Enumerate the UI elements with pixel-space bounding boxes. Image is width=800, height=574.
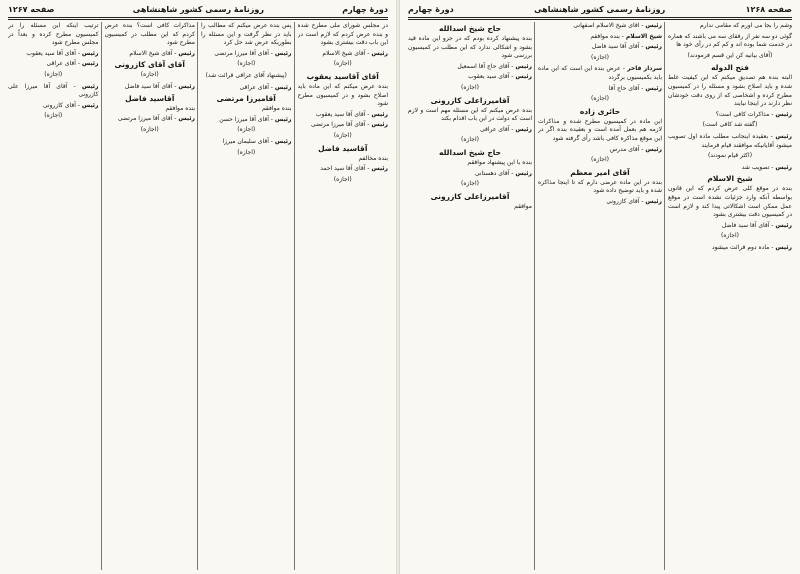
parenthetical-note: (اجازه) — [333, 131, 352, 139]
speaker-label: رئیس — [81, 60, 99, 68]
speaker-text: آقای شیخ الاسلام اصفهانی — [573, 22, 640, 29]
right-page-column — [408, 22, 535, 570]
speaker-separator: - — [619, 32, 626, 40]
speaker-paragraph — [408, 126, 532, 135]
right-page-header — [408, 3, 792, 16]
speaker-text: بنده موافقم — [590, 32, 620, 40]
speaker-text: آقای عراقی — [479, 125, 510, 133]
speaker-label: رئیس — [81, 49, 99, 57]
speaker-text: ماده دوم قرائت میشود — [711, 243, 770, 251]
speaker-heading: حاج شیخ اسدالله — [439, 24, 501, 33]
speaker-label: رئیس — [371, 110, 388, 118]
speaker-paragraph — [408, 73, 532, 82]
speaker-text: عرض بنده این است که این ماده باید بکمیسیون برگردد — [538, 65, 662, 81]
speaker-separator: - — [75, 101, 82, 109]
speaker-text: آقای شیخ الاسلام — [129, 49, 173, 57]
speaker-text: آقای آقا میرزا مرتضی — [214, 49, 269, 57]
speaker-label: رئیس — [645, 22, 662, 29]
speaker-paragraph — [538, 198, 662, 207]
body-paragraph: مذاکرات کافی است؟ بنده عرض کردم که این مطلب در کمیسیون مطرح شود — [104, 22, 195, 47]
parenthetical-note: (اجازه) — [461, 136, 479, 144]
speaker-paragraph — [538, 85, 662, 94]
speaker-separator: - — [769, 221, 776, 229]
parenthetical-note: (اجازه) — [333, 175, 352, 183]
body-paragraph: بنده در موقع کلی عرض کردم که این قانون بواسطه آنکه وارد جزئیات نشده است در موقع عمل ممکن است اشکالاتی پیدا کند و لازم است در کمیسیون دقت بیشتری بشود — [668, 185, 792, 219]
speaker-label: رئیس — [515, 62, 532, 70]
speaker-heading: آقای آقاسید یعقوب — [306, 71, 379, 81]
speaker-separator: - — [67, 82, 82, 90]
speaker-label: رئیس — [775, 110, 792, 118]
parenthetical-note: (اجازه) — [140, 125, 159, 133]
right-columns — [408, 22, 792, 570]
left-gazette-title: روزنامهٔ رسمی کشور شاهنشاهی — [132, 5, 264, 14]
speaker-separator: - — [365, 110, 372, 118]
speaker-text: آقای شیخ الاسلام — [322, 49, 366, 57]
speaker-separator: - — [268, 115, 275, 123]
speaker-heading: شیخ الاسلام — [707, 174, 753, 184]
left-columns — [8, 22, 388, 570]
parenthetical-note: (اجازه) — [237, 60, 256, 68]
parenthetical-note: (اجازه) — [591, 156, 609, 164]
speaker-separator: - — [639, 22, 646, 29]
speaker-separator: - — [509, 62, 516, 70]
speaker-text: آقای دهستانی — [474, 169, 510, 177]
speaker-paragraph — [298, 111, 389, 120]
speaker-text: آقای آقا میرزا مرتضی — [310, 121, 366, 129]
speaker-text: آقای آقا سید فاضل — [591, 43, 640, 51]
speaker-paragraph — [105, 83, 196, 92]
speaker-label: رئیس — [515, 169, 532, 177]
speaker-separator: - — [620, 65, 628, 73]
parenthetical-note: (اجازه) — [237, 148, 256, 156]
body-paragraph: این ماده در کمیسیون مطرح شده و مذاکرات لازمه هم بعمل آمده است و بعقیده بنده اگر در این موقع مذاکره کافی باشد رأی گرفته شود — [538, 117, 662, 142]
speaker-label: رئیس — [775, 243, 792, 251]
speaker-separator: - — [365, 165, 372, 173]
speaker-paragraph — [668, 111, 792, 120]
body-paragraph: بنده موافقم — [261, 105, 292, 113]
speaker-label: رئیس — [274, 49, 292, 57]
parenthetical-note: (پیشنهاد آقای عراقی قرائت شد) — [205, 71, 287, 79]
body-paragraph: البته بنده هم تصدیق میکنم که این کیفیت غلط شده و باید اصلاح بشود و مسئله را در کمیسیون مطرح کرده و اشخاصی که از روی دقت خودشان نظر دارند در اینجا نیایند — [668, 74, 792, 108]
speaker-label: رئیس — [645, 145, 662, 153]
speaker-label: رئیس — [645, 84, 662, 92]
speaker-paragraph — [538, 43, 662, 52]
parenthetical-note: (اجازه) — [461, 83, 479, 91]
speaker-text: آقای کازرونی — [42, 101, 76, 109]
right-gazette-title: روزنامهٔ رسمی کشور شاهنشاهی — [534, 5, 666, 14]
speaker-paragraph — [105, 115, 196, 124]
speaker-label: رئیس — [515, 125, 532, 133]
left-page-number: صفحه ۱۲۶۷ — [8, 5, 55, 14]
speaker-heading: آقاسید فاضل — [318, 143, 368, 153]
speaker-paragraph — [105, 50, 196, 59]
speaker-text: آقای سید یعقوب — [468, 73, 510, 81]
left-page-column — [105, 22, 199, 570]
speaker-label: رئیس — [371, 165, 388, 173]
speaker-label: رئیس — [775, 221, 792, 229]
left-page — [0, 0, 396, 574]
speaker-paragraph — [298, 165, 389, 174]
speaker-paragraph — [298, 121, 389, 130]
speaker-separator: - — [509, 169, 516, 177]
right-page-number: صفحه ۱۲۶۸ — [745, 5, 792, 14]
body-paragraph: بنده در این ماده عرضی دارم که تا اینجا مذاکره شده و باید توضیح داده شود — [538, 178, 662, 195]
speaker-heading: آقامیرزاعلی کازرونی — [430, 191, 510, 201]
speaker-paragraph — [8, 60, 99, 69]
speaker-paragraph — [201, 84, 292, 93]
speaker-separator: - — [172, 82, 179, 90]
body-paragraph: پس بنده عرض میکنم که مطالب را باید در نظر گرفت و این مسئله را بطوریکه عرض شد حل کرد — [201, 22, 292, 47]
right-header-rule — [408, 17, 792, 20]
parenthetical-note: (اجازه) — [591, 95, 609, 103]
speaker-heading: آقاسید فاضل — [125, 93, 175, 103]
speaker-text: آقای آقا میرزا مرتضی — [117, 115, 173, 123]
speaker-label: رئیس — [81, 82, 99, 90]
left-page-column — [8, 22, 102, 570]
speaker-label: رئیس — [178, 49, 195, 57]
body-paragraph: بنده پیشنهاد کرده بودم که در جزو این ماده قید بشود و اشکالی ندارد که این مطلب در کمیسیون بررسی شود — [408, 35, 532, 60]
speaker-paragraph — [408, 170, 532, 179]
body-paragraph: بنده با این پیشنهاد موافقم — [467, 158, 532, 166]
speaker-paragraph — [668, 244, 792, 253]
speaker-heading: آقامیرزا مرتضی — [216, 94, 276, 104]
speaker-heading: آقای آقای کازرونی — [114, 60, 185, 70]
speaker-separator: - — [639, 145, 646, 153]
speaker-label: رئیس — [178, 115, 195, 123]
speaker-separator: - — [365, 49, 372, 57]
speaker-separator: - — [769, 243, 776, 251]
speaker-label: رئیس — [178, 82, 195, 90]
speaker-label: سردار فاخر — [627, 65, 662, 73]
speaker-paragraph — [538, 146, 662, 155]
speaker-paragraph — [408, 63, 532, 72]
speaker-separator: - — [268, 137, 275, 145]
speaker-paragraph — [538, 65, 662, 82]
speaker-text: بعقیده اینجانب مطلب ماده اول تصویب میشود آقایانیکه موافقند قیام فرمایند — [668, 132, 792, 149]
left-header-rule — [8, 17, 388, 20]
speaker-text: آقای آقا میرزا علی کازرونی — [8, 82, 99, 99]
body-paragraph: ترتیب اینکه این مسئله را در کمیسیون مطرح کرده و بعداً در مجلس مطرح شود — [8, 22, 99, 47]
speaker-paragraph — [668, 133, 792, 150]
right-term-label: دورهٔ چهارم — [408, 5, 454, 14]
speaker-paragraph — [538, 22, 662, 31]
speaker-heading: فتح الدوله — [711, 63, 749, 73]
parenthetical-note: (گفته شد کافی است) — [702, 121, 758, 129]
speaker-text: آقای عراقی — [239, 83, 269, 91]
parenthetical-note: (اجازه) — [237, 126, 256, 134]
speaker-label: رئیس — [515, 73, 532, 81]
speaker-separator: - — [365, 121, 372, 129]
speaker-separator: - — [639, 84, 646, 92]
speaker-text: مذاکرات کافی است؟ — [715, 110, 770, 118]
speaker-text: آقای کازرونی — [606, 197, 640, 205]
speaker-separator: - — [768, 132, 776, 140]
speaker-heading: آقای امیر معظم — [570, 167, 630, 177]
left-page-header — [8, 3, 388, 16]
speaker-separator: - — [172, 115, 179, 123]
speaker-separator: - — [268, 49, 275, 57]
speaker-paragraph — [298, 50, 389, 59]
speaker-separator: - — [172, 49, 179, 57]
parenthetical-note: (اجازه) — [333, 60, 352, 68]
speaker-label: رئیس — [81, 101, 99, 109]
body-paragraph: در مجلس شورای ملی مطرح شده و بنده عرض کردم که لازم است در این باب دقت بیشتری بشود — [297, 22, 388, 47]
body-paragraph: موافقم — [514, 202, 532, 210]
speaker-separator: - — [75, 60, 82, 68]
parenthetical-note: (اجازه) — [721, 232, 739, 240]
speaker-heading: حاج شیخ اسدالله — [439, 147, 501, 157]
parenthetical-note: (اکثر قیام نمودند) — [707, 152, 753, 160]
speaker-paragraph — [8, 50, 99, 59]
speaker-text: آقای حاج آقا — [608, 84, 640, 92]
speaker-label: رئیس — [371, 121, 388, 129]
speaker-separator: - — [509, 125, 516, 133]
speaker-separator: - — [639, 197, 646, 205]
right-page — [400, 0, 800, 574]
right-page-column — [668, 22, 792, 570]
left-term-label: دورهٔ چهارم — [342, 5, 388, 14]
speaker-separator: - — [639, 43, 646, 51]
speaker-paragraph — [668, 164, 792, 173]
speaker-label: رئیس — [645, 43, 662, 51]
speaker-paragraph — [538, 33, 662, 42]
speaker-paragraph — [8, 102, 99, 111]
book-spine — [396, 0, 400, 574]
speaker-label: رئیس — [775, 163, 792, 171]
speaker-label: رئیس — [274, 115, 292, 123]
speaker-paragraph — [201, 50, 292, 59]
speaker-label: شیخ الاسلام — [625, 32, 662, 40]
speaker-text: آقای حاج آقا اسمعیل — [457, 62, 510, 70]
speaker-text: آقای آقا سید فاضل — [124, 82, 173, 90]
speaker-text: آقای آقا میرزا حسن — [219, 115, 269, 123]
parenthetical-note: (اجازه) — [140, 71, 159, 79]
parenthetical-note: (اجازه) — [461, 180, 479, 188]
body-paragraph: گوئی دو سه نفر از رفقای سه می باشند که هماره در خدمت شما بوده اند و کم کم در رأی خود ها — [668, 32, 792, 49]
left-page-column — [201, 22, 295, 570]
speaker-label: رئیس — [274, 83, 292, 91]
speaker-text: آقای آقا سید احمد — [320, 165, 366, 173]
parenthetical-note: (آقای بیانیه کن این قسم فرمودند) — [687, 51, 773, 59]
speaker-text: آقای مدرس — [609, 145, 640, 153]
body-paragraph: وشم را بجا می آورم که مقامی ندارم — [699, 22, 792, 29]
speaker-text: آقای آقا سید یعقوب — [26, 49, 76, 57]
left-page-column — [298, 22, 389, 570]
speaker-paragraph — [201, 138, 292, 147]
speaker-separator: - — [769, 163, 776, 171]
speaker-text: آقای آقا سید فاضل — [721, 221, 770, 229]
speaker-label: رئیس — [371, 49, 388, 57]
speaker-text: آقای عراقی — [46, 60, 76, 68]
speaker-text: آقای آقا سید یعقوب — [315, 110, 366, 118]
body-paragraph: بنده عرض میکنم که این ماده باید اصلاح بشود و در کمیسیون مطرح شود — [297, 82, 388, 108]
speaker-text: تصویب شد — [741, 163, 770, 171]
speaker-heading: حائری زاده — [579, 106, 621, 116]
parenthetical-note: (اجازه) — [44, 112, 63, 120]
parenthetical-note: (اجازه) — [44, 70, 63, 78]
speaker-separator: - — [769, 110, 776, 118]
speaker-label: رئیس — [775, 132, 792, 140]
speaker-separator: - — [509, 73, 516, 81]
speaker-label: رئیس — [274, 137, 292, 145]
speaker-heading: آقامیرزاعلی کازرونی — [430, 95, 510, 105]
speaker-label: رئیس — [645, 197, 662, 205]
speaker-text: آقای سلیمان میرزا — [222, 137, 269, 145]
speaker-paragraph — [201, 116, 292, 125]
body-paragraph: بنده موافقم — [165, 104, 195, 112]
body-paragraph: بنده عرض میکنم که این مسئله مهم است و لازم است که دولت در این باب اقدام بکند — [408, 106, 532, 123]
body-paragraph: بنده مخالفم — [358, 154, 388, 162]
right-page-column — [538, 22, 665, 570]
speaker-separator: - — [268, 83, 275, 91]
speaker-separator: - — [75, 49, 82, 57]
parenthetical-note: (اجازه) — [591, 53, 609, 61]
speaker-paragraph — [668, 222, 792, 231]
speaker-paragraph — [8, 83, 99, 100]
